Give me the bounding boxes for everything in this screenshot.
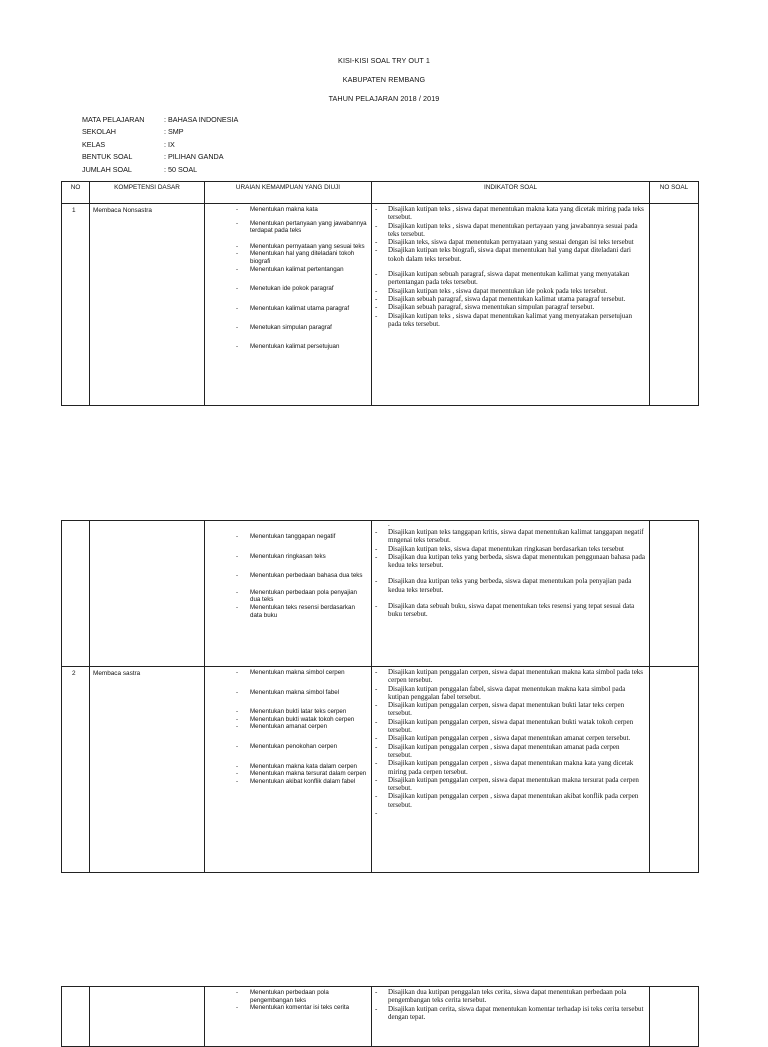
uraian-cell <box>205 204 372 406</box>
list-item: - Menentukan ringkasan teks <box>205 553 371 561</box>
meta-block <box>82 114 238 176</box>
list-item: - Disajikan kutipan teks , siswa dapat menentukan ide pokok pada teks tersebut. <box>372 287 649 295</box>
stray-dot: . <box>388 520 390 528</box>
indikator-cell <box>372 204 650 406</box>
meta-value: : BAHASA INDONESIA <box>164 115 239 124</box>
list-item <box>372 809 649 817</box>
table-row <box>62 204 699 406</box>
list-item: - Menentukan kalimat pertentangan <box>205 266 371 274</box>
list-item: - Disajikan kutipan sebuah paragraf, siswa dapat menentukan kalimat yang menyatakan pertentangan pada teks tersebut. <box>372 270 649 287</box>
list-item: - Disajikan kutipan cerita, siswa dapat menentukan komentar terhadap isi teks cerita tersebut dengan tepat. <box>372 1005 649 1022</box>
kompetensi-cell: Membaca Nonsastra <box>90 204 205 406</box>
meta-row <box>82 139 238 151</box>
indikator-cell <box>372 667 650 873</box>
uraian-list <box>205 987 371 1012</box>
list-item: - Disajikan teks, siswa dapat menentukan pernyataan yang sesuai dengan isi teks tersebut <box>372 238 649 246</box>
indikator-cell <box>372 521 650 667</box>
col-header-no: NO <box>62 182 90 204</box>
uraian-cell <box>205 667 372 873</box>
list-item: - Disajikan sebuah paragraf, siswa menentukan simpulan paragraf tersebut. <box>372 303 649 311</box>
grid-table-2 <box>61 520 699 873</box>
list-item: - Menentukan makna kata <box>205 206 371 214</box>
indikator-list <box>372 204 649 328</box>
grid-table-1 <box>61 181 699 406</box>
list-item: - Menetukan ide pokok paragraf <box>205 285 371 293</box>
uraian-list <box>205 204 371 351</box>
list-item: - Disajikan kutipan penggalan cerpen , siswa dapat menentukan makna kata yang dicetak miring pada cerpen tersebut. <box>372 759 649 776</box>
list-item: - Disajikan kutipan penggalan cerpen , siswa dapat menentukan amanat cerpen tersebut. <box>372 734 649 742</box>
doc-title: KISI-KISI SOAL TRY OUT 1 <box>338 56 430 65</box>
list-item: - Disajikan kutipan teks, siswa dapat menentukan ringkasan berdasarkan teks tersebut <box>372 545 649 553</box>
meta-value: : IX <box>164 139 175 149</box>
list-item: - Menentukan akibat konflik dalam fabel <box>205 778 371 786</box>
list-item: - Disajikan kutipan teks , siswa dapat menentukan pertayaan yang jawabannya sesuai pada teks tersebut. <box>372 222 649 239</box>
list-item: - Menentukan perbedaan pola pengembangan teks <box>205 989 371 1004</box>
list-item: - Menentukan bukti watak tokoh cerpen <box>205 716 371 724</box>
list-item: - Disajikan data sebuah buku, siswa dapat menentukan teks resensi yang tepat sesuai data buku tersebut. <box>372 602 649 619</box>
list-item: - Menentukan tanggapan negatif <box>205 533 371 541</box>
list-item: - Disajikan kutipan teks biografi, siswa dapat menentukan hal yang dapat diteladani dari tokoh dalam teks tersebut. <box>372 246 649 263</box>
meta-key: JUMLAH SOAL <box>82 164 132 174</box>
list-item: - Menentukan teks resensi berdasarkan data buku <box>205 604 371 619</box>
nosoal-cell <box>650 521 699 667</box>
col-header-uraian: URAIAN KEMAMPUAN YANG DIUJI <box>205 182 372 204</box>
list-item: - Menentukan hal yang diteladani tokoh biografi <box>205 250 371 265</box>
list-item: - Disajikan dua kutipan teks yang berbeda, siswa dapat menentukan pola penyajian pada kedua teks tersebut. <box>372 577 649 594</box>
uraian-list <box>205 521 371 619</box>
meta-key: MATA PELAJARAN <box>82 115 145 124</box>
row-number: 2 <box>62 667 90 873</box>
col-header-indikator: INDIKATOR SOAL <box>372 182 650 204</box>
row-number <box>62 521 90 667</box>
meta-value: : SMP <box>164 127 184 137</box>
list-item: - Menentukan bukti latar teks cerpen <box>205 708 371 716</box>
list-item: - Disajikan kutipan teks , siswa dapat menentukan kalimat yang menyatakan persetujuan pada teks tersebut. <box>372 312 649 329</box>
row-number: 1 <box>62 204 90 406</box>
list-item: - Menentukan makna simbol cerpen <box>205 669 371 677</box>
nosoal-cell <box>650 204 699 406</box>
list-item: - Disajikan dua kutipan teks yang berbeda, siswa dapat menentukan penggunaan bahasa pada kedua teks tersebut. <box>372 553 649 570</box>
list-item: - Disajikan kutipan penggalan cerpen, siswa dapat menentukan bukti latar teks cerpen tersebut. <box>372 701 649 718</box>
list-item: - Disajikan kutipan penggalan cerpen, siswa dapat menentukan makna kata simbol pada teks cerpen tersebut. <box>372 668 649 685</box>
table-row <box>62 667 699 873</box>
indikator-list <box>372 527 649 619</box>
indikator-list <box>372 667 649 817</box>
meta-row <box>82 151 238 163</box>
col-header-nosoal: NO SOAL <box>650 182 699 204</box>
kompetensi-cell: Membaca sastra <box>90 667 205 873</box>
list-item: - Menetukan simpulan paragraf <box>205 324 371 332</box>
list-item: - Menentukan perbedaan pola penyajian dua teks <box>205 589 371 604</box>
list-item: - Menentukan pertanyaan yang jawabannya terdapat pada teks <box>205 220 371 235</box>
meta-key: KELAS <box>82 139 106 149</box>
meta-row <box>82 114 238 126</box>
col-header-kd: KOMPETENSI DASAR <box>90 182 205 204</box>
meta-row <box>82 164 238 176</box>
meta-key: SEKOLAH <box>82 127 116 137</box>
list-item: - Disajikan dua kutipan penggalan teks cerita, siswa dapat menentukan perbedaan pola pengembangan teks cerita tersebut. <box>372 988 649 1005</box>
list-item: - Menentukan penokohan cerpen <box>205 743 371 751</box>
list-item: - Menentukan makna simbol fabel <box>205 689 371 697</box>
list-item: - Disajikan kutipan penggalan cerpen , siswa dapat menentukan akibat konflik pada cerpen tersebut. <box>372 792 649 809</box>
list-item: - Menentukan komentar isi teks cerita <box>205 1004 371 1012</box>
indikator-cell <box>372 987 650 1047</box>
meta-value: : PILIHAN GANDA <box>164 152 224 162</box>
nosoal-cell <box>650 667 699 873</box>
list-item: - Menentukan kalimat persetujuan <box>205 343 371 351</box>
doc-year: TAHUN PELAJARAN 2018 / 2019 <box>328 94 440 103</box>
doc-region: KABUPATEN REMBANG <box>342 75 426 84</box>
indikator-list <box>372 987 649 1021</box>
list-item: - Menentukan amanat cerpen <box>205 723 371 731</box>
grid-table-3 <box>61 986 699 1047</box>
list-item: - Disajikan sebuah paragraf, siswa dapat menentukan kalimat utama paragraf tersebut. <box>372 295 649 303</box>
meta-key: BENTUK SOAL <box>82 152 133 162</box>
list-item: - Menentukan kalimat utama paragraf <box>205 305 371 313</box>
list-item: - Disajikan kutipan teks tanggapan kritis, siswa dapat menentukan kalimat tanggapan negatif mngenai teks tersebut. <box>372 528 649 545</box>
list-item: - Disajikan kutipan penggalan cerpen, siswa dapat menentukan bukti watak tokoh cerpen tersebut. <box>372 718 649 735</box>
uraian-list <box>205 667 371 785</box>
meta-row <box>82 126 238 138</box>
list-item: - Menentukan pernyataan yang sesuai teks <box>205 243 371 251</box>
kompetensi-cell <box>90 521 205 667</box>
kompetensi-cell <box>90 987 205 1047</box>
list-item: - Menentukan makna tersurat dalam cerpen <box>205 770 371 778</box>
list-item: - Disajikan kutipan penggalan cerpen, siswa dapat menentukan makna tersurat pada cerpen tersebut. <box>372 776 649 793</box>
uraian-cell <box>205 521 372 667</box>
uraian-cell <box>205 987 372 1047</box>
list-item: - Disajikan kutipan penggalan fabel, siswa dapat menentukan makna kata simbol pada kutipan penggalan fabel tersebut. <box>372 685 649 702</box>
nosoal-cell <box>650 987 699 1047</box>
list-item: - Disajikan kutipan teks , siswa dapat menentukan makna kata yang dicetak miring pada teks tersebut. <box>372 205 649 222</box>
meta-value: : 50 SOAL <box>164 164 198 174</box>
header-row <box>62 182 699 204</box>
list-item: - Disajikan kutipan penggalan cerpen , siswa dapat menentukan amanat pada cerpen tersebut. <box>372 743 649 760</box>
list-item: - Menentukan makna kata dalam cerpen <box>205 763 371 771</box>
row-number <box>62 987 90 1047</box>
table-row <box>62 987 699 1047</box>
list-item: - Menentukan perbedaan bahasa dua teks <box>205 572 371 580</box>
table-row <box>62 521 699 667</box>
